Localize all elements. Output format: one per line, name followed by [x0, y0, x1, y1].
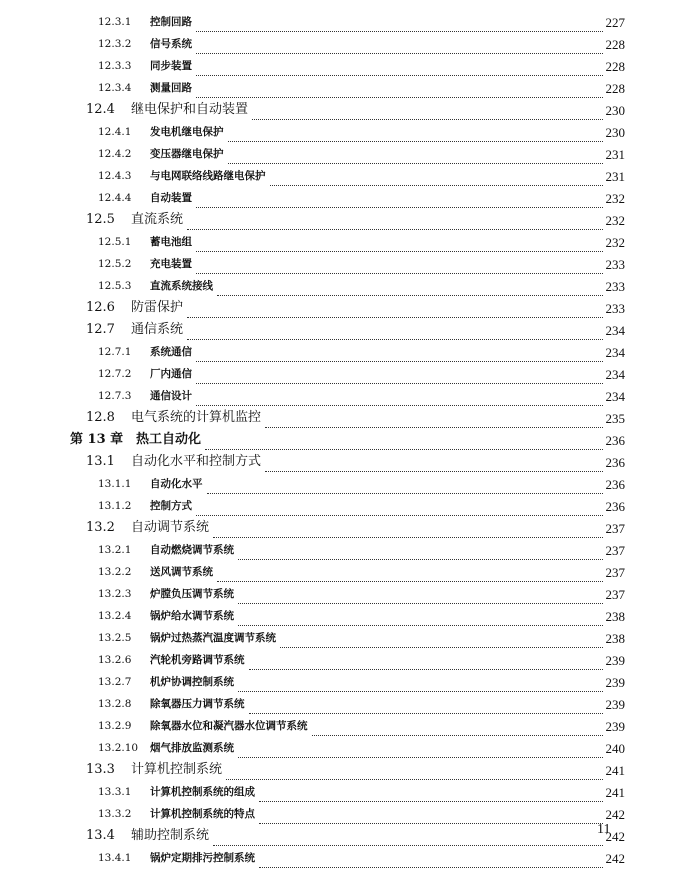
- toc-entry-page: 234: [603, 323, 625, 339]
- toc-entry[interactable]: [0, 758, 687, 780]
- toc-entry-page: 237: [603, 587, 625, 603]
- toc-entry-number: 12.4.3: [98, 170, 132, 182]
- toc-entry-number: 12.7.2: [98, 368, 132, 380]
- toc-dot-leader: [217, 569, 603, 582]
- toc-entry[interactable]: [0, 142, 687, 164]
- toc-dot-leader: [217, 283, 603, 296]
- toc-entry-number: 13.2.10: [98, 742, 139, 754]
- toc-entry-title: 锅炉定期排污控制系统: [150, 852, 255, 864]
- toc-entry[interactable]: [0, 472, 687, 494]
- toc-dot-leader: [259, 811, 603, 824]
- toc-dot-leader: [205, 437, 603, 450]
- toc-entry-title: 计算机控制系统: [131, 762, 223, 777]
- toc-entry-number: 13.4: [86, 828, 115, 843]
- toc-entry-number: 12.4: [86, 102, 115, 117]
- toc-entry-number: 13.1: [86, 454, 115, 469]
- toc-entry-title: 炉膛负压调节系统: [150, 588, 234, 600]
- toc-entry-page: 239: [603, 675, 625, 691]
- toc-entry-title: 信号系统: [150, 38, 192, 50]
- toc-entry-page: 231: [603, 147, 625, 163]
- toc-dot-leader: [259, 789, 603, 802]
- toc-entry-page: 234: [603, 389, 625, 405]
- toc-entry-title: 自动燃烧调节系统: [150, 544, 234, 556]
- toc-entry[interactable]: [0, 538, 687, 560]
- toc-entry-title: 电气系统的计算机监控: [131, 410, 262, 425]
- toc-entry-number: 12.4.4: [98, 192, 132, 204]
- toc-entry-number: 12.4.1: [98, 126, 132, 138]
- toc-dot-leader: [265, 415, 603, 428]
- toc-entry-title: 防雷保护: [131, 300, 184, 315]
- toc-dot-leader: [196, 19, 603, 32]
- toc-entry-page: 236: [603, 477, 625, 493]
- toc-dot-leader: [196, 85, 603, 98]
- toc-entry[interactable]: [0, 406, 687, 428]
- toc-dot-leader: [196, 371, 603, 384]
- toc-dot-leader: [226, 767, 603, 780]
- toc-entry-page: 241: [603, 763, 625, 779]
- toc-entry[interactable]: [0, 208, 687, 230]
- toc-entry-number: 13.2.9: [98, 720, 132, 732]
- toc-entry[interactable]: [0, 582, 687, 604]
- toc-entry-page: 233: [603, 301, 625, 317]
- toc-entry-number: 12.7: [86, 322, 115, 337]
- toc-dot-leader: [196, 239, 603, 252]
- toc-entry-number: 13.2.8: [98, 698, 132, 710]
- toc-dot-leader: [238, 591, 603, 604]
- toc-entry-page: 242: [603, 851, 625, 867]
- toc-entry-title: 辅助控制系统: [131, 828, 210, 843]
- toc-entry-number: 12.5.1: [98, 236, 132, 248]
- toc-entry[interactable]: [0, 648, 687, 670]
- toc-entry-number: 13.3: [86, 762, 115, 777]
- toc-entry[interactable]: [0, 780, 687, 802]
- toc-entry-page: 236: [603, 455, 625, 471]
- toc-entry[interactable]: [0, 450, 687, 472]
- toc-entry-title: 充电装置: [150, 258, 192, 270]
- toc-entry-title: 通信系统: [131, 322, 184, 337]
- toc-entry-page: 237: [603, 565, 625, 581]
- toc-dot-leader: [265, 459, 603, 472]
- toc-entry[interactable]: [0, 98, 687, 120]
- toc-entry[interactable]: [0, 164, 687, 186]
- toc-dot-leader: [228, 151, 604, 164]
- toc-entry[interactable]: [0, 296, 687, 318]
- toc-entry-title: 汽轮机旁路调节系统: [150, 654, 245, 666]
- toc-entry[interactable]: [0, 76, 687, 98]
- toc-entry-number: 13.2: [86, 520, 115, 535]
- toc-entry-page: 233: [603, 257, 625, 273]
- toc-entry[interactable]: [0, 186, 687, 208]
- toc-entry-number: 12.3.3: [98, 60, 132, 72]
- toc-entry-page: 237: [603, 543, 625, 559]
- toc-entry-number: 13.1.1: [98, 478, 132, 490]
- toc-entry-title: 系统通信: [150, 346, 192, 358]
- toc-entry[interactable]: [0, 692, 687, 714]
- toc-entry[interactable]: [0, 10, 687, 32]
- toc-entry-page: 230: [603, 125, 625, 141]
- toc-entry-title: 发电机继电保护: [150, 126, 224, 138]
- toc-entry-page: 230: [603, 103, 625, 119]
- toc-entry[interactable]: [0, 626, 687, 648]
- toc-entry[interactable]: [0, 54, 687, 76]
- toc-entry-page: 232: [603, 235, 625, 251]
- toc-entry-title: 机炉协调控制系统: [150, 676, 234, 688]
- toc-entry[interactable]: [0, 318, 687, 340]
- toc-entry[interactable]: [0, 428, 687, 450]
- toc-entry[interactable]: [0, 604, 687, 626]
- toc-entry-page: 236: [603, 499, 625, 515]
- toc-entry[interactable]: [0, 736, 687, 758]
- toc-entry-page: 242: [603, 829, 625, 845]
- toc-entry[interactable]: [0, 230, 687, 252]
- toc-entry[interactable]: [0, 120, 687, 142]
- toc-entry-number: 13.2.3: [98, 588, 132, 600]
- toc-dot-leader: [196, 63, 603, 76]
- toc-entry-title: 自动调节系统: [131, 520, 210, 535]
- toc-dot-leader: [252, 107, 603, 120]
- toc-dot-leader: [228, 129, 604, 142]
- toc-dot-leader: [280, 635, 603, 648]
- toc-dot-leader: [238, 547, 603, 560]
- toc-dot-leader: [187, 217, 603, 230]
- toc-dot-leader: [196, 41, 603, 54]
- toc-entry-page: 228: [603, 81, 625, 97]
- toc-dot-leader: [207, 481, 604, 494]
- toc-dot-leader: [196, 349, 603, 362]
- toc-entry-number: 12.6: [86, 300, 115, 315]
- toc-entry-number: 13.3.2: [98, 808, 132, 820]
- toc-entry-page: 237: [603, 521, 625, 537]
- toc-entry-number: 12.3.4: [98, 82, 132, 94]
- toc-dot-leader: [238, 745, 603, 758]
- toc-entry-page: 227: [603, 15, 625, 31]
- table-of-contents: [0, 10, 687, 868]
- toc-dot-leader: [312, 723, 604, 736]
- toc-entry-title: 计算机控制系统的特点: [150, 808, 255, 820]
- toc-entry-title: 自动装置: [150, 192, 192, 204]
- toc-entry-title: 直流系统: [131, 212, 184, 227]
- toc-entry-number: 12.8: [86, 410, 115, 425]
- toc-entry-title: 与电网联络线路继电保护: [150, 170, 266, 182]
- toc-entry-number: 13.3.1: [98, 786, 132, 798]
- toc-entry-number: 12.7.1: [98, 346, 132, 358]
- toc-entry-title: 热工自动化: [136, 432, 202, 447]
- toc-entry-number: 12.5.2: [98, 258, 132, 270]
- toc-entry-title: 计算机控制系统的组成: [150, 786, 255, 798]
- toc-entry-title: 继电保护和自动装置: [131, 102, 249, 117]
- toc-entry[interactable]: [0, 340, 687, 362]
- toc-entry-number: 13.1.2: [98, 500, 132, 512]
- toc-dot-leader: [187, 327, 603, 340]
- toc-entry-page: 234: [603, 367, 625, 383]
- toc-dot-leader: [213, 525, 603, 538]
- toc-entry-number: 13.2.2: [98, 566, 132, 578]
- toc-dot-leader: [187, 305, 603, 318]
- toc-entry-page: 242: [603, 807, 625, 823]
- toc-entry-number: 13.2.6: [98, 654, 132, 666]
- toc-entry-number: 13.4.1: [98, 852, 132, 864]
- toc-entry[interactable]: [0, 362, 687, 384]
- toc-entry-number: 12.5: [86, 212, 115, 227]
- toc-entry-number: 12.3.2: [98, 38, 132, 50]
- toc-dot-leader: [238, 613, 603, 626]
- toc-entry-number: 第 13 章: [70, 432, 124, 447]
- toc-entry[interactable]: [0, 846, 687, 868]
- toc-entry[interactable]: [0, 252, 687, 274]
- toc-entry-title: 自动化水平: [150, 478, 203, 490]
- toc-entry[interactable]: [0, 670, 687, 692]
- toc-entry[interactable]: [0, 32, 687, 54]
- toc-entry-page: 239: [603, 697, 625, 713]
- toc-dot-leader: [196, 503, 603, 516]
- toc-dot-leader: [196, 195, 603, 208]
- toc-dot-leader: [249, 701, 604, 714]
- toc-entry-number: 12.7.3: [98, 390, 132, 402]
- toc-entry-title: 锅炉过热蒸汽温度调节系统: [150, 632, 276, 644]
- toc-entry-title: 送风调节系统: [150, 566, 213, 578]
- toc-entry-page: 239: [603, 719, 625, 735]
- toc-entry-title: 自动化水平和控制方式: [131, 454, 262, 469]
- toc-dot-leader: [259, 855, 603, 868]
- toc-entry-number: 13.2.4: [98, 610, 132, 622]
- toc-entry-page: 241: [603, 785, 625, 801]
- toc-dot-leader: [238, 679, 603, 692]
- toc-entry-title: 控制方式: [150, 500, 192, 512]
- toc-entry-number: 13.2.1: [98, 544, 132, 556]
- toc-dot-leader: [270, 173, 604, 186]
- toc-entry-title: 直流系统接线: [150, 280, 213, 292]
- toc-entry-title: 通信设计: [150, 390, 192, 402]
- toc-entry[interactable]: [0, 560, 687, 582]
- toc-entry-number: 13.2.5: [98, 632, 132, 644]
- toc-entry-title: 蓄电池组: [150, 236, 192, 248]
- toc-entry-page: 232: [603, 213, 625, 229]
- page-number: 11: [597, 822, 611, 837]
- toc-entry-number: 12.3.1: [98, 16, 132, 28]
- toc-entry-number: 13.2.7: [98, 676, 132, 688]
- toc-entry-page: 240: [603, 741, 625, 757]
- toc-entry-page: 233: [603, 279, 625, 295]
- toc-dot-leader: [213, 833, 603, 846]
- toc-entry-number: 12.4.2: [98, 148, 132, 160]
- toc-entry[interactable]: [0, 384, 687, 406]
- toc-entry-title: 烟气排放监测系统: [150, 742, 234, 754]
- toc-entry[interactable]: [0, 494, 687, 516]
- toc-entry-title: 除氧器水位和凝汽器水位调节系统: [150, 720, 308, 732]
- toc-entry[interactable]: [0, 274, 687, 296]
- toc-entry[interactable]: [0, 824, 687, 846]
- toc-entry[interactable]: [0, 714, 687, 736]
- toc-entry[interactable]: [0, 802, 687, 824]
- toc-entry-page: 239: [603, 653, 625, 669]
- toc-entry-page: 238: [603, 631, 625, 647]
- toc-entry-page: 228: [603, 59, 625, 75]
- toc-entry-page: 236: [603, 433, 625, 449]
- toc-dot-leader: [196, 393, 603, 406]
- toc-entry-title: 同步装置: [150, 60, 192, 72]
- toc-dot-leader: [196, 261, 603, 274]
- toc-entry-page: 232: [603, 191, 625, 207]
- toc-dot-leader: [249, 657, 604, 670]
- toc-entry-page: 231: [603, 169, 625, 185]
- toc-entry-title: 厂内通信: [150, 368, 192, 380]
- toc-entry-title: 测量回路: [150, 82, 192, 94]
- toc-entry-title: 变压器继电保护: [150, 148, 224, 160]
- toc-entry-number: 12.5.3: [98, 280, 132, 292]
- toc-entry-page: 238: [603, 609, 625, 625]
- toc-entry[interactable]: [0, 516, 687, 538]
- toc-entry-title: 锅炉给水调节系统: [150, 610, 234, 622]
- toc-entry-page: 228: [603, 37, 625, 53]
- toc-entry-page: 235: [603, 411, 625, 427]
- toc-entry-title: 除氧器压力调节系统: [150, 698, 245, 710]
- toc-entry-title: 控制回路: [150, 16, 192, 28]
- toc-entry-page: 234: [603, 345, 625, 361]
